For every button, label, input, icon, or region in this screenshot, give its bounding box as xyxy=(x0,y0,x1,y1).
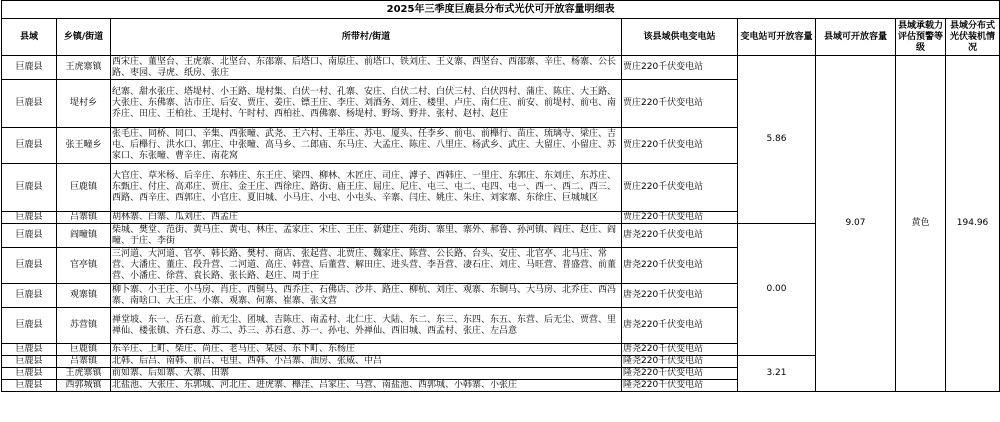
substation-cell: 隆尧220千伏变电站 xyxy=(622,356,738,368)
substation-cell: 贾庄220千伏变电站 xyxy=(622,164,738,212)
villages-cell: 三河道、大河道、官亭、韩长路、樊村、商店、张起营、北贾庄、魏家庄、陈营、公长路、台头、安庄、北官亭、北马庄、常营、大潘庄、董庄、段升营、二河道、高庄、韩营、后董营、解田庄、进头营、李吾营、凄石庄、刘庄、马旺营、普盛营、前董营、小潘庄、徐营、袁长路、张长路、赵庄、周于庄 xyxy=(111,248,622,284)
villages-cell: 东辛庄、上町、柴庄、尚庄、老马庄、某园、东下町、东杨庄 xyxy=(111,344,622,356)
county-cell: 巨鹿县 xyxy=(2,164,57,212)
substation-cell: 唐尧220千伏变电站 xyxy=(622,344,738,356)
substation-capacity-cell: 0.00 xyxy=(738,224,816,356)
substation-cell: 贾庄220千伏变电站 xyxy=(622,80,738,128)
header-substation: 该县域供电变电站 xyxy=(622,19,738,56)
villages-cell: 前如寨、后如寨、大寨、田寨 xyxy=(111,368,622,380)
county-capacity-cell: 9.07 xyxy=(816,56,896,392)
town-cell: 观寨镇 xyxy=(57,284,111,308)
county-cell: 巨鹿县 xyxy=(2,368,57,380)
substation-cell: 隆尧220千伏变电站 xyxy=(622,380,738,392)
substation-cell: 隆尧220千伏变电站 xyxy=(622,368,738,380)
town-cell: 巨鹿镇 xyxy=(57,164,111,212)
county-cell: 巨鹿县 xyxy=(2,56,57,80)
county-cell: 巨鹿县 xyxy=(2,212,57,224)
substation-cell: 唐尧220千伏变电站 xyxy=(622,284,738,308)
town-cell: 吕寨镇 xyxy=(57,356,111,368)
county-cell: 巨鹿县 xyxy=(2,380,57,392)
substation-cell: 贾庄220千伏变电站 xyxy=(622,56,738,80)
county-cell: 巨鹿县 xyxy=(2,224,57,248)
header-town: 乡镇/街道 xyxy=(57,19,111,56)
villages-cell: 北盐池、大张庄、东郭城、河北庄、进虎寨、櫸洼、吕家庄、马营、南盐池、西郭城、小韩寨、小张庄 xyxy=(111,380,622,392)
town-cell: 堤村乡 xyxy=(57,80,111,128)
table-title: 2025年三季度巨鹿县分布式光伏可开放容量明细表 xyxy=(2,1,1000,19)
county-cell: 巨鹿县 xyxy=(2,248,57,284)
header-installed: 县域分布式光伏装机情况 xyxy=(946,19,1000,56)
substation-capacity-cell: 5.86 xyxy=(738,56,816,224)
town-cell: 王虎寨镇 xyxy=(57,56,111,80)
county-cell: 巨鹿县 xyxy=(2,284,57,308)
town-cell: 西郭城镇 xyxy=(57,380,111,392)
villages-cell: 纪寨、甜水张庄、塔堤村、小王路、堤村集、白伏一村、孔寨、安庄、白伏二村、白伏三村、白伏四村、蒲庄、陈庄、大王路、大张庄、东佛寨、沽市庄、后安、贾庄、姜庄、镖王庄、李庄、刘酒务、刘庄、楼里、卢庄、南仁庄、前安、前堤村、前屯、南乔庄、田庄、王柏社、王堤村、午时村、西柏社、西佛寨、杨堤村、野场、野井、张村、赵村、赵庄 xyxy=(111,80,622,128)
villages-cell: 柴城、樊堂、范街、黄马庄、黄屯、林庄、孟家庄、宋庄、王庄、新建庄、苑街、寨里、寨外、郝鲁、孙河镇、阎庄、赵庄、阎疃、于庄、李街 xyxy=(111,224,622,248)
county-cell: 巨鹿县 xyxy=(2,80,57,128)
installed-capacity-cell: 194.96 xyxy=(946,56,1000,392)
header-villages: 所带村/街道 xyxy=(111,19,622,56)
town-cell: 吕寨镇 xyxy=(57,212,111,224)
warning-level-cell: 黄色 xyxy=(896,56,946,392)
capacity-table xyxy=(1,0,1000,392)
table-row xyxy=(2,56,1000,80)
town-cell: 阎疃镇 xyxy=(57,224,111,248)
county-cell: 巨鹿县 xyxy=(2,308,57,344)
substation-cell: 贾庄220千伏变电站 xyxy=(622,128,738,164)
county-cell: 巨鹿县 xyxy=(2,356,57,368)
villages-cell: 西宋庄、董坚台、王虎寨、北坚台、东邵寨、后塔口、南原庄、前塔口、铁刘庄、王义寨、西坚台、西邵寨、辛庄、杨寨、公长路、枣园、寻虎、纸房、张庄 xyxy=(111,56,622,80)
header-substation-capacity: 变电站可开放容量 xyxy=(738,19,816,56)
header-county-capacity: 县域可开放容量 xyxy=(816,19,896,56)
county-cell: 巨鹿县 xyxy=(2,128,57,164)
town-cell: 苏营镇 xyxy=(57,308,111,344)
villages-cell: 张毛庄、同桥、同口、辛集、西张疃、武尧、王六村、王举庄、苏屯、厦头、任李乡、前屯、前櫸行、苗庄、琉璃寺、梁庄、吉屯、后櫸行、洪水口、郭庄、中张疃、高马乡、二郎庙、东马庄、大孟庄、陈庄、八里庄、杨武乡、武庄、大留庄、小留庄、苏家口、东张疃、曹辛庄、南花窝 xyxy=(111,128,622,164)
town-cell: 王虎寨镇 xyxy=(57,368,111,380)
villages-cell: 大官庄、草米杨、后辛庄、东韩庄、东王庄、梁四、柳林、木匠庄、司庄、滹子、西韩庄、一里庄、东郭庄、东刘庄、东苏庄、东甄庄、付庄、高邓庄、贾庄、金王庄、西徐庄、路街、庙王庄、屈庄、尼庄、屯三、屯二、屯四、屯一、西一、西二、西三、西路、西辛庄、西郭庄、小官庄、夏旧城、小马庄、小屯、小屯头、辛寨、闫庄、姚庄、朱庄、刘家寨、东徐庄、巨城城区 xyxy=(111,164,622,212)
header-warning-level: 县域承载力评估预警等级 xyxy=(896,19,946,56)
villages-cell: 柳卜寨、小王庄、小马房、肖庄、西铜马、西乔庄、石佛店、沙井、路庄、柳杭、刘庄、观寨、东铜马、大马房、北乔庄、西冯寨、南啥口、大王庄、小寨、观寨、何寨、崔寨、张文营 xyxy=(111,284,622,308)
town-cell: 官亭镇 xyxy=(57,248,111,284)
town-cell: 张王疃乡 xyxy=(57,128,111,164)
villages-cell: 胡林寨、白寨、瓜刘庄、西孟庄 xyxy=(111,212,622,224)
substation-cell: 贾庄220千伏变电站 xyxy=(622,212,738,224)
substation-capacity-cell: 3.21 xyxy=(738,356,816,392)
county-cell: 巨鹿县 xyxy=(2,344,57,356)
substation-cell: 唐尧220千伏变电站 xyxy=(622,308,738,344)
substation-cell: 唐尧220千伏变电站 xyxy=(622,224,738,248)
town-cell: 巨鹿镇 xyxy=(57,344,111,356)
header-county: 县域 xyxy=(2,19,57,56)
substation-cell: 唐尧220千伏变电站 xyxy=(622,248,738,284)
villages-cell: 北韩、后吕、南韩、前吕、屯里、西韩、小吕寨、油房、张威、中吕 xyxy=(111,356,622,368)
villages-cell: 禅堂坡、东一、岳石意、前无尘、团城、吉陈庄、南孟村、北仁庄、大陆、东二、东三、东四、东五、东营、后无尘、贾营、里禅仙、楼张镇、齐石意、苏二、苏三、苏石意、苏一、孙屯、外禅仙、西旧城、西孟村、张庄、左吕意 xyxy=(111,308,622,344)
